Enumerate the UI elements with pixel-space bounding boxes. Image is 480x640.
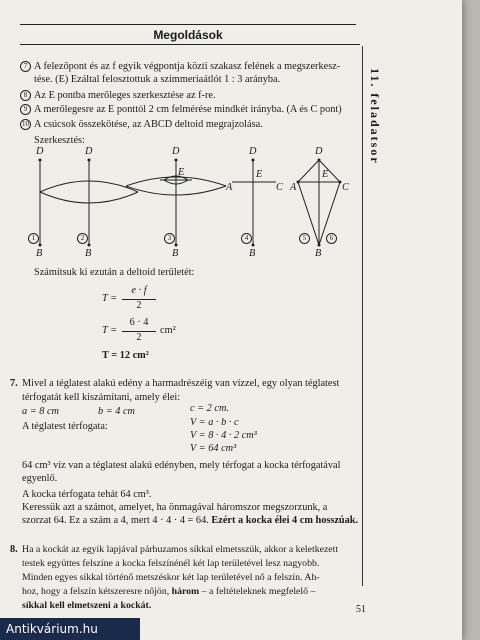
problem8-line5: síkkal kell elmetszeni a kockát.: [22, 600, 152, 611]
fig4-label-c: C: [276, 182, 283, 193]
problem7-a: a = 8 cm: [22, 406, 59, 417]
fig5-label-e: E: [322, 169, 329, 180]
page-number: 51: [356, 604, 366, 615]
problem7-volume-label: A téglatest térfogata:: [22, 421, 108, 432]
step-7-cont: tése. (E) Ezáltal felosztottuk a szimmeriaátlót 1 : 3 arányba.: [34, 74, 281, 85]
problem7-c: c = 2 cm.: [190, 403, 229, 414]
problem8-number: 8.: [10, 544, 18, 555]
fig-step-3: 3: [164, 232, 178, 245]
area-result: T = 12 cm²: [102, 350, 149, 361]
problem7-p4: Keressük azt a számot, amelyet, ha önmagával háromszor megszorzunk, a: [22, 502, 328, 513]
fig1-label-d: D: [36, 146, 44, 157]
fig3-label-e: E: [178, 167, 185, 178]
step-8: 8 Az E pontba merőleges szerkesztése az f-re.: [20, 89, 216, 102]
fig-step-2: 2: [77, 232, 91, 245]
fig5-label-b: B: [315, 248, 322, 259]
watermark-logo: Antikvárium.hu: [0, 618, 140, 640]
problem8-line1: Ha a kockát az egyik lapjával párhuzamos síkkal elmetsszük, akkor a keletkezett: [22, 544, 339, 555]
area-intro: Számítsuk ki ezután a deltoid területét:: [34, 267, 195, 278]
figure-title: Szerkesztés:: [34, 135, 85, 146]
formula2-denominator: 2: [136, 332, 142, 343]
problem7-v2: V = 8 · 4 · 2 cm³: [190, 430, 257, 441]
fig4-label-b: B: [249, 248, 256, 259]
problem7-line1: Mivel a téglatest alakú edény a harmadrészéig van vízzel, egy olyan téglatest: [22, 378, 340, 389]
fig1-label-b: B: [36, 248, 43, 259]
problem7-p3: A kocka térfogata tehát 64 cm³.: [22, 489, 152, 500]
fig5-label-d: D: [315, 146, 323, 157]
formula1-denominator: 2: [136, 300, 142, 311]
problem8-line2: testek együttes felszíne a kocka felszínénél két lap területével lesz nagyobb.: [22, 558, 320, 569]
formula2-numerator: 6 · 4: [129, 317, 149, 328]
fig4-label-d: D: [249, 146, 257, 157]
step-10: 10 A csúcsok összekötése, az ABCD deltoid megrajzolása.: [22, 119, 263, 130]
fig5-label-a: A: [290, 182, 297, 193]
step-9: 9 A merőlegesre az E ponttól 2 cm felmérése mindkét irányba. (A és C pont): [20, 103, 342, 116]
formula2-unit: cm²: [160, 325, 176, 336]
problem7-line2: térfogatát kell kiszámítani, amely élei:: [22, 392, 181, 403]
fig-step-6: 6: [326, 232, 340, 245]
problem7-v1: V = a · b · c: [190, 417, 239, 428]
fig2-label-d: D: [85, 146, 93, 157]
step-7: 7 A felezőpont és az f egyik végpontja közti szakasz felének a megszerkesz-: [20, 60, 340, 73]
fig5-label-c: C: [342, 182, 349, 193]
side-chapter-label: 11. feladatsor: [368, 68, 382, 165]
problem7-p1: 64 cm³ víz van a téglatest alakú edényben, mely térfogat a kocka térfogatával: [22, 460, 341, 471]
fig-step-1: 1: [28, 232, 42, 245]
fig4-label-a: A: [226, 182, 233, 193]
problem7-v3: V = 64 cm³: [190, 443, 237, 454]
fig-step-4: 4: [241, 232, 255, 245]
fig4-label-e: E: [256, 169, 263, 180]
page-header-title: Megoldások: [153, 28, 223, 42]
fig3-label-d: D: [172, 146, 180, 157]
problem7-p2: egyenlő.: [22, 473, 58, 484]
formula2-lhs: T =: [102, 325, 118, 336]
fig3-label-b: B: [172, 248, 179, 259]
problem8-line3: Minden egyes síkkal történő metszéskor két lap területével nő a felszín. Ah-: [22, 572, 320, 583]
formula1-numerator: e · f: [131, 285, 147, 296]
fig-step-5: 5: [299, 232, 313, 245]
problem7-number: 7.: [10, 378, 18, 389]
formula1-lhs: T =: [102, 293, 118, 304]
problem7-p5: szorzat 64. Ez a szám a 4, mert 4 · 4 · 4 = 64. Ezért a kocka élei 4 cm hosszúak.: [22, 515, 359, 526]
fig2-label-b: B: [85, 248, 92, 259]
problem8-line4: hoz, hogy a felszín kétszeresre nőjön, három – a feltételeknek megfelelő –: [22, 586, 316, 597]
problem7-b: b = 4 cm: [98, 406, 135, 417]
